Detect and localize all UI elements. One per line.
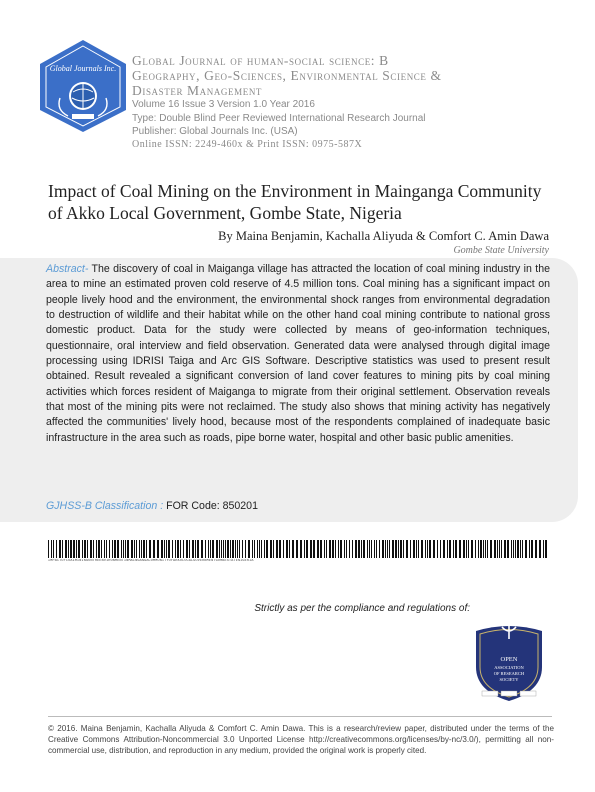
barcode-bar [257, 540, 258, 558]
barcode-bar [406, 540, 408, 558]
barcode-bar [90, 540, 92, 558]
barcode-bar [70, 540, 72, 558]
barcode-bar [379, 540, 380, 558]
barcode-bar [463, 540, 465, 558]
barcode-bar [531, 540, 533, 558]
barcode-bar [78, 540, 80, 558]
barcode-bar [352, 540, 353, 558]
barcode-bar [93, 540, 94, 558]
volume-info: Volume 16 Issue 3 Version 1.0 Year 2016 [132, 99, 315, 110]
barcode-bar [65, 540, 67, 558]
barcode-bar [189, 540, 190, 558]
barcode-bar [371, 540, 372, 558]
barcode-bar [62, 540, 63, 558]
barcode-bar [346, 540, 347, 558]
barcode-bar [201, 540, 203, 558]
journal-logo [36, 38, 130, 134]
barcode-bar [161, 540, 163, 558]
barcode-bar [87, 540, 88, 558]
barcode-bar [149, 540, 151, 558]
barcode-bar [245, 540, 246, 558]
barcode-bar [232, 540, 234, 558]
barcode-bar [292, 540, 294, 558]
barcode-bar [382, 540, 384, 558]
barcode-bar [515, 540, 516, 558]
footer-divider [48, 716, 552, 717]
open-association-logo [468, 617, 550, 705]
barcode-bar [398, 540, 399, 558]
barcode-bar [101, 540, 102, 558]
barcode-bar [239, 540, 240, 558]
barcode-bar [395, 540, 397, 558]
barcode-bar [433, 540, 435, 558]
barcode-bar [517, 540, 519, 558]
barcode-bar [164, 540, 165, 558]
barcode-bar [507, 540, 509, 558]
barcode-bar [186, 540, 188, 558]
classification-value: FOR Code: 850201 [163, 500, 258, 512]
barcode-bar [376, 540, 377, 558]
barcode-bar [254, 540, 255, 558]
abstract-text: The discovery of coal in Maiganga village has attracted the location of coal mining industry in the area to mine an estimated proven cold reserve of 4.5 million tons. Coal mining has a significant impact on people lively hood and the environment, the environmental shock ranges from environmental degradation to destruction of wildlife and their habitat while on the other hand coal mining contribute to national gross domestic product. Data for the study were collected by means of geo-information techniques, questionnaire, oral interview and field observation. Generated data were analysed through digital image processing using IDRISI Taiga and Arc GIS Software. Descriptive statistics was used to present result obtained. Result revealed a significant conversion of land cover features to mining pits by coal mining activities which forces resident of Maiganga to migrate from their original settlement. Observation reveals that most of the mining pits were not reclaimed. The study also shows that mining activity has negatively affected the communities' lively hood, because most of the respondents complained of inadequate basic infrastructure in the area such as roads, pipe borne water, hospital and other basic public amenities. [46, 263, 550, 444]
barcode-bar [195, 540, 196, 558]
author-affiliation: Gombe State University [453, 245, 549, 256]
barcode-bar [499, 540, 500, 558]
barcode-bar [427, 540, 428, 558]
barcode-bar [225, 540, 226, 558]
barcode-bar [369, 540, 370, 558]
barcode-bar [76, 540, 77, 558]
barcode-bar [453, 540, 454, 558]
barcode-bar [338, 540, 339, 558]
barcode-bar [487, 540, 488, 558]
barcode-bar [485, 540, 486, 558]
barcode-bar [400, 540, 402, 558]
barcode-bar [490, 540, 492, 558]
barcode-bar [134, 540, 135, 558]
classification [46, 500, 258, 512]
barcode-bar [141, 540, 142, 558]
barcode-bar [139, 540, 140, 558]
barcode-bar [535, 540, 537, 558]
barcode-caption: IMPACTOFCOALMININGONTHEENVIRONMENTINMAINGANGACOMMUNITYOFAKKOLOCALGOVERNMENTGOMBESTATENIGERIA [48, 559, 254, 563]
barcode-bar [545, 540, 547, 558]
barcode-bar [296, 540, 298, 558]
barcode-bar [192, 540, 194, 558]
barcode-bar [197, 540, 199, 558]
barcode-bar [332, 540, 334, 558]
barcode-bar [112, 540, 113, 558]
barcode-bar [205, 540, 206, 558]
barcode-bar [223, 540, 224, 558]
svg-text:OF RESEARCH: OF RESEARCH [493, 671, 525, 676]
barcode-bar [418, 540, 419, 558]
svg-text:ASSOCIATION: ASSOCIATION [494, 665, 524, 670]
barcode-bar [98, 540, 100, 558]
barcode-bar [421, 540, 423, 558]
barcode-bar [248, 540, 250, 558]
barcode-bar [317, 540, 319, 558]
barcode-bar [494, 540, 496, 558]
barcode-bar [114, 540, 116, 558]
barcode-bar [273, 540, 274, 558]
barcode-bar [117, 540, 119, 558]
barcode-bar [84, 540, 86, 558]
svg-text:Global Journals Inc.: Global Journals Inc. [49, 64, 117, 73]
barcode-bar [146, 540, 147, 558]
barcode-bar [358, 540, 360, 558]
journal-name-line-3: Disaster Management [132, 83, 263, 98]
barcode-bar [425, 540, 426, 558]
barcode-bar [478, 540, 479, 558]
barcode-bar [361, 540, 362, 558]
barcode-bar [227, 540, 229, 558]
barcode-bar [326, 540, 327, 558]
svg-text:SOCIETY: SOCIETY [499, 677, 519, 682]
barcode-bar [264, 540, 265, 558]
barcode-bar [466, 540, 467, 558]
barcode-bar [59, 540, 61, 558]
barcode-bar [104, 540, 105, 558]
barcode-bar [410, 540, 411, 558]
journal-name-line-1: Global Journal of human-social science: B [132, 53, 389, 68]
journal-name-line-2: Geography, Geo-Sciences, Environmental Science & [132, 68, 442, 83]
barcode-bar [82, 540, 83, 558]
barcode-bar [300, 540, 302, 558]
barcode-bar [501, 540, 502, 558]
article-authors: By Maina Benjamin, Kachalla Aliyuda & Comfort C. Amin Dawa [218, 229, 549, 243]
barcode-bar [440, 540, 441, 558]
barcode-bar [335, 540, 336, 558]
barcode-bar [51, 540, 52, 558]
barcode-bar [237, 540, 238, 558]
barcode [48, 540, 550, 558]
barcode-bar [497, 540, 498, 558]
barcode-bar [344, 540, 345, 558]
barcode-bar [363, 540, 365, 558]
barcode-bar [166, 540, 167, 558]
barcode-bar [276, 540, 278, 558]
barcode-bar [480, 540, 482, 558]
barcode-bar [374, 540, 375, 558]
publisher: Publisher: Global Journals Inc. (USA) [132, 126, 298, 137]
barcode-bar [520, 540, 521, 558]
barcode-bar [212, 540, 214, 558]
barcode-bar [286, 540, 288, 558]
barcode-bar [136, 540, 137, 558]
barcode-bar [68, 540, 69, 558]
barcode-bar [543, 540, 544, 558]
barcode-bar [216, 540, 218, 558]
barcode-bar [387, 540, 388, 558]
barcode-bar [208, 540, 209, 558]
barcode-bar [324, 540, 325, 558]
barcode-bar [310, 540, 312, 558]
barcode-bar [48, 540, 49, 558]
barcode-bar [73, 540, 75, 558]
classification-label: GJHSS-B Classification : [46, 500, 164, 512]
barcode-bar [389, 540, 390, 558]
barcode-bar [289, 540, 290, 558]
barcode-bar [157, 540, 159, 558]
journal-type: Type: Double Blind Peer Reviewed International Research Journal [132, 113, 426, 124]
barcode-bar [235, 540, 236, 558]
barcode-bar [306, 540, 308, 558]
barcode-bar [403, 540, 404, 558]
barcode-bar [340, 540, 342, 558]
barcode-bar [175, 540, 176, 558]
barcode-bar [172, 540, 173, 558]
barcode-bar [106, 540, 107, 558]
barcode-bar [416, 540, 417, 558]
barcode-bar [127, 540, 129, 558]
barcode-bar [392, 540, 394, 558]
barcode-bar [279, 540, 281, 558]
barcode-bar [513, 540, 514, 558]
barcode-bar [511, 540, 512, 558]
barcode-bar [437, 540, 438, 558]
barcode-bar [355, 540, 357, 558]
barcode-bar [177, 540, 179, 558]
barcode-bar [242, 540, 243, 558]
barcode-bar [539, 540, 541, 558]
copyright-footer: © 2016. Maina Benjamin, Kachalla Aliyuda & Comfort C. Amin Dawa. This is a research/review paper, distributed under the terms of the Creative Commons Attribution-Noncommercial 3.0 Unported License http://creativecommons.org/licenses/by-nc/3.0/), permitting all non-commercial use, distribution, and reproduction in any medium, provided the original work is properly cited. [48, 724, 554, 756]
barcode-bar [471, 540, 473, 558]
barcode-bar [96, 540, 97, 558]
abstract-label: Abstract- [46, 263, 89, 275]
barcode-bar [522, 540, 523, 558]
barcode-bar [168, 540, 170, 558]
barcode-bar [367, 540, 368, 558]
barcode-bar [230, 540, 231, 558]
barcode-bar [455, 540, 457, 558]
barcode-bar [131, 540, 133, 558]
barcode-bar [483, 540, 484, 558]
barcode-bar [459, 540, 461, 558]
barcode-bar [183, 540, 184, 558]
barcode-bar [320, 540, 322, 558]
svg-text:OPEN: OPEN [500, 656, 518, 663]
barcode-bar [270, 540, 272, 558]
barcode-bar [219, 540, 220, 558]
abstract [46, 262, 550, 446]
barcode-bar [329, 540, 331, 558]
issn: Online ISSN: 2249-460x & Print ISSN: 0975-587X [132, 139, 363, 150]
barcode-bar [313, 540, 315, 558]
barcode-bar [283, 540, 284, 558]
barcode-bar [261, 540, 262, 558]
barcode-bar [413, 540, 415, 558]
barcode-bar [525, 540, 527, 558]
barcode-bar [304, 540, 305, 558]
barcode-bar [259, 540, 260, 558]
barcode-bar [449, 540, 451, 558]
barcode-bar [153, 540, 155, 558]
article-title: Impact of Coal Mining on the Environment in Mainganga Community of Akko Local Government, Gombe State, Nigeria [48, 181, 542, 223]
barcode-bar [56, 540, 57, 558]
barcode-bar [53, 540, 54, 558]
barcode-bar [475, 540, 476, 558]
barcode-bar [121, 540, 122, 558]
barcode-bar [447, 540, 448, 558]
barcode-bar [349, 540, 350, 558]
barcode-bar [504, 540, 506, 558]
barcode-bar [385, 540, 386, 558]
barcode-bar [529, 540, 530, 558]
barcode-bar [266, 540, 268, 558]
barcode-bar [123, 540, 124, 558]
barcode-bar [221, 540, 222, 558]
barcode-bar [252, 540, 253, 558]
barcode-bar [210, 540, 211, 558]
barcode-bar [143, 540, 145, 558]
barcode-bar [125, 540, 126, 558]
compliance-note: Strictly as per the compliance and regulations of: [254, 603, 470, 614]
barcode-bar [429, 540, 431, 558]
barcode-bar [109, 540, 110, 558]
barcode-bar [180, 540, 181, 558]
barcode-bar [443, 540, 445, 558]
barcode-bar [468, 540, 469, 558]
